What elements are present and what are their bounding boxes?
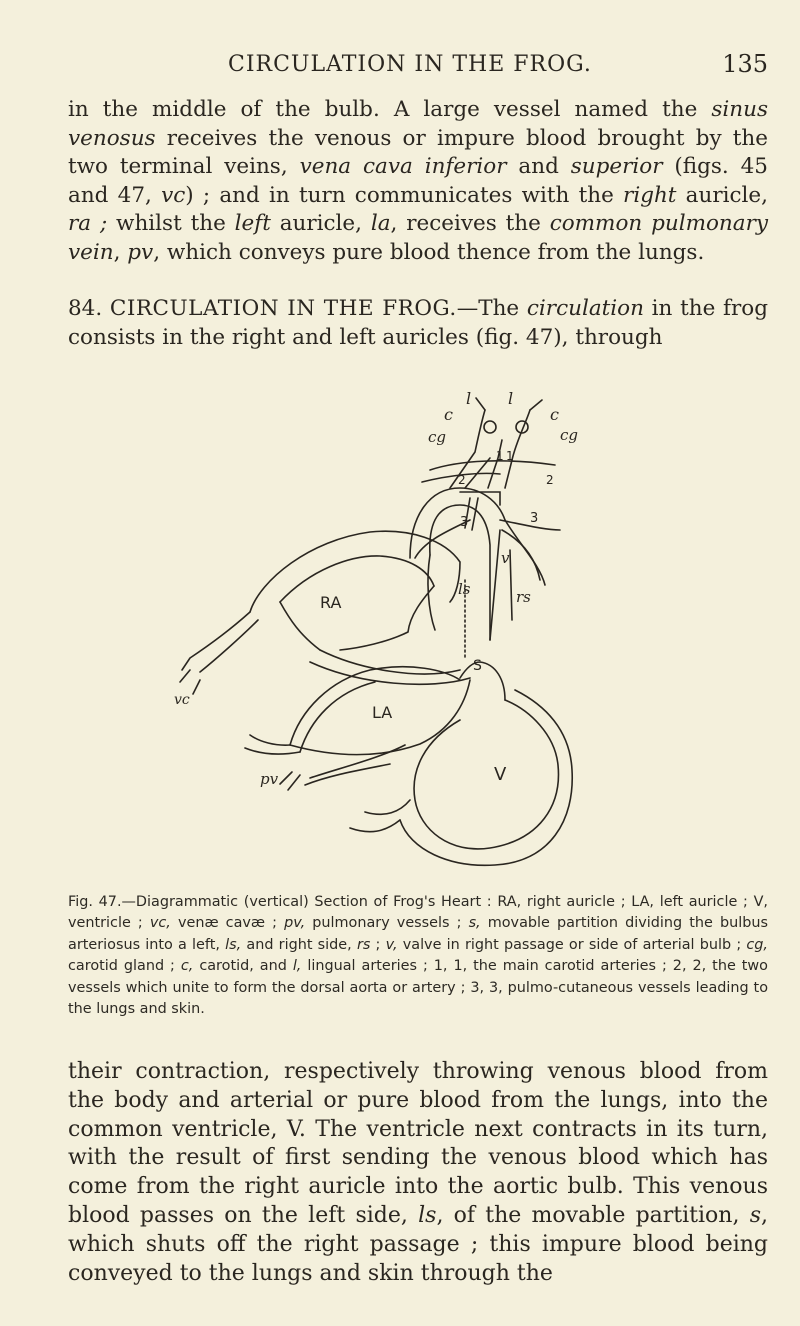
label-c-right: c <box>550 405 559 424</box>
label-pv: pv <box>260 770 279 788</box>
label-3-left: 3 <box>460 515 469 530</box>
figure-number: Fig. 47. <box>68 894 122 910</box>
label-l-left: l <box>466 389 472 408</box>
label-S: S <box>473 658 482 674</box>
paragraph-3: their contraction, respectively throwing venous blood from the body and arterial or pure blood from the lungs, into the common ventricle, V. The ventricle next contracts in its turn, with the result of first sending the venous blood which has come from the right auricle into the aortic bulb. This venous blood passes on the left side, ls, of the movable partition, s, which shuts off the right passage ; this impure blood being conveyed to the lungs and skin through the <box>68 1059 768 1286</box>
page-number: 135 <box>722 50 768 78</box>
paragraph-1: in the middle of the bulb. A large vessel named the sinus venosus receives the venous or impure blood brought by the two terminal veins, vena cava inferior and superior (figs. 45 and 47, vc) ; and in turn communicates with the right auricle, ra ; whilst the left auricle, la, receives the common pulmonary vein, pv, which conveys pure blood thence from the lungs. <box>68 97 768 265</box>
label-v-valve: v <box>501 549 510 567</box>
label-LA: LA <box>372 703 393 722</box>
section-heading: CIRCULATION IN THE FROG. <box>109 296 457 321</box>
label-l-right: l <box>508 389 514 408</box>
label-ls: ls <box>458 580 471 598</box>
pulmonary-vein <box>288 775 300 790</box>
section-number: 84. <box>68 296 103 321</box>
label-vc: vc <box>174 692 190 708</box>
figure-caption: Fig. 47.—Diagrammatic (vertical) Section of Frog's Heart : RA, right auricle ; LA, left auricle ; V, ventricle ; vc, venæ cavæ ; pv, pulmonary vessels ; s, movable partition dividing the bulbus arteriosus into a left, ls, and right side, rs ; v, valve in right passage or side of arterial bulb ; cg, carotid gland ; c, carotid, and l, lingual arteries ; 1, 1, the main carotid arteries ; 2, 2, the two vessels which unite to form the dorsal aorta or artery ; 3, 3, pulmo-cutaneous vessels leading to the lungs and skin. <box>68 894 768 1018</box>
paragraph-2: 84. CIRCULATION IN THE FROG.—The circulation in the frog consists in the right and left auricles (fig. 47), through <box>68 296 768 350</box>
running-title: CIRCULATION IN THE FROG. <box>228 52 592 77</box>
label-V: V <box>494 764 507 785</box>
label-2-left: 2 <box>458 473 466 487</box>
vena-cava <box>180 670 190 682</box>
label-c-left: c <box>444 405 453 424</box>
label-1-right: 1 <box>506 449 514 463</box>
label-cg-right: cg <box>560 426 579 444</box>
frog-heart-diagram <box>160 380 640 870</box>
label-rs: rs <box>516 588 531 606</box>
page-header <box>68 50 768 86</box>
label-2-right: 2 <box>546 473 554 487</box>
label-1-left: 1 <box>496 449 504 463</box>
label-RA: RA <box>320 593 342 612</box>
label-3-right: 3 <box>530 511 539 526</box>
label-cg-left: cg <box>428 428 447 446</box>
